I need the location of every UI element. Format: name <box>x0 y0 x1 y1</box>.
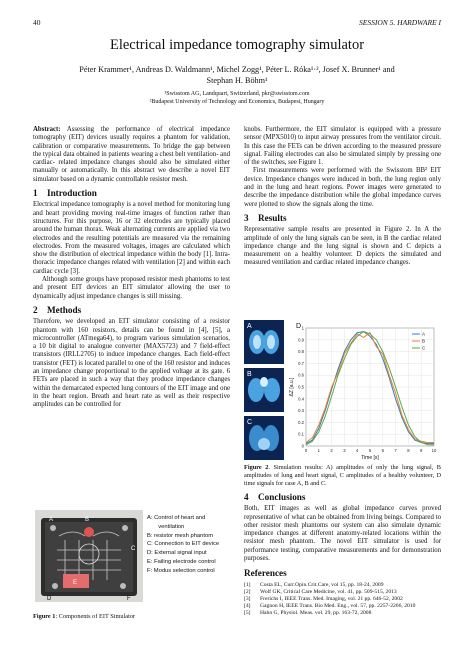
methods-paragraph-2: knobs. Furthermore, the EIT simulator is equipped with a pressure sensor (MPX5010) to input airway pressures from the ventilator circuit. In this case the FETs can be driven according to the measured pressure signal. Failing electrodes can also be simulated simply by pressing one of the switches, see Figure 1. <box>244 126 441 167</box>
figure-1-label-c: C <box>131 546 136 552</box>
section-heading-conclusions: 4 Conclusions <box>244 492 306 502</box>
reference-text: Wolf GK, Critical Care Medicine, vol. 41, pp. 509-515, 2013 <box>260 588 397 595</box>
y-tick-label: 0 <box>301 443 304 449</box>
reference-number: [5] <box>244 610 251 617</box>
figure-1-caption: Figure 1: Components of EIT Simulator <box>33 613 136 620</box>
panel-label-d: D <box>296 323 302 330</box>
figure-2-caption: Figure 2. Simulation results: A) amplitudes of only the lung signal, B amplitudes of lung and heart signal, C amplitudes of a healthy volunteer, D time signals for case A, B and C. <box>244 464 441 487</box>
x-tick-label: 4 <box>356 448 359 453</box>
x-tick-label: 10 <box>431 448 437 453</box>
section-heading-introduction: 1 Introduction <box>33 188 97 199</box>
reference-item <box>244 610 441 617</box>
affiliations <box>60 90 414 106</box>
authors-line-2: Stephan H. Böhm¹ <box>206 75 268 85</box>
authors-line-1: Péter Krammer¹, Andreas D. Waldmann¹, Michel Zogg¹, Péter L. Róka¹·², Josef X. Brunner¹ and <box>79 65 395 74</box>
x-tick-label: 3 <box>343 448 346 453</box>
reference-item <box>244 589 441 596</box>
x-tick-label: 1 <box>317 448 320 453</box>
paper-title: Electrical impedance tomography simulator <box>109 37 365 53</box>
right-column-lower <box>244 488 441 618</box>
x-tick-label: 0 <box>304 448 308 453</box>
panel-label-a: A <box>247 323 252 330</box>
reference-number: [2] <box>244 588 251 595</box>
legend-item: E: Failing electrode control <box>147 558 216 565</box>
legend-label: B <box>422 338 426 344</box>
figure-1-label-b: B <box>85 517 90 523</box>
abstract-label: Abstract: <box>33 126 61 133</box>
abstract <box>33 126 230 184</box>
figure-2 <box>244 320 441 462</box>
figure-1 <box>33 510 230 610</box>
x-tick-label: 7 <box>394 448 397 453</box>
section-heading-results: 3 Results <box>244 212 287 223</box>
reference-text: Hahn G, Physiol. Meas. vol. 29, pp. 163-72, 2008 <box>260 610 372 617</box>
conclusions-paragraph: Both, EIT images as well as global impedance curves proved representative of what can be obtained from living beings. Compared to other resistor mesh phantoms our system can also simulate dynamic impedance changes at different anatomy-related locations within the resistor mesh phantom. The novel EIT simulator is used for performance testing, comparative measurements and for demonstration purposes. <box>244 505 441 563</box>
references-list <box>244 582 441 618</box>
running-header: SESSION 5. HARDWARE I <box>359 18 441 27</box>
abstract-text: Assessing the performance of electrical impedance tomography (EIT) devices usually requires a phantom for validation, calibration or comparative measurements. To bridge the gap between the typical data obtained in patients wearing a chest belt ventilation- and cardiac- related impedance changes should also be simulated either manually or automatically. In this abstract we describe a novel EIT simulator based on a dynamic controllable resistor mesh. <box>33 126 230 183</box>
y-tick-label: 0.4 <box>298 396 304 402</box>
x-tick-label: 9 <box>420 448 423 453</box>
impedance-line-chart <box>289 326 437 462</box>
references-heading: References <box>244 568 287 579</box>
x-tick-label: 2 <box>330 448 333 453</box>
intro-paragraph-1: Electrical impedance tomography is a novel method for monitoring lung and heart providing moving real-time images of function rather than structures. For this purpose, 16 or 32 electrodes are typically placed around the human thorax. Weak alternating currents are applied via two electrodes and the resulting potentials are measured via the remaining electrodes. From the measured voltages, images are calculated which show the distribution of electrical impedance within the body [1]. Intra-thoracic impedance changes related with ventilation [2] and within each cardiac cycle [3]. <box>33 201 230 275</box>
methods-paragraph-1: Therefore, we developed an EIT simulator consisting of a resistor phantom with 160 resistors, details can be found in [4], [5], a microcontroller (ATmega64), to program various simulation scenarios, a 10 bit digital to analogue converter (MAX5723) and 7 field-effect transistors (IRLL2705) to induce impedance changes. Each field-effect transistor (FET) is located parallel to one of the 160 resistor and induces an impedance change proportional to the applied voltage at its gate. 6 FETs are placed in such a way that they produce impedance changes within the demarcated expected lung contours of the EIT image and one in the heart region. Breath and heart rate as well as their respective amplitudes can be controlled for <box>33 318 230 409</box>
y-tick-label: 0.5 <box>298 384 304 390</box>
methods-paragraph-3: First measurements were performed with the Swisstom BB² EIT device. Impedance changes were induced in both, the lung region only and in the lung and heart regions. Power images were generated to describe the impedance distribution while the global impedance curves were plotted to show the signals along the time. <box>244 167 441 208</box>
y-axis-label: ΔZ [a.u.] <box>289 377 295 397</box>
reference-text: Costa EL, Curr.Opin.Crit.Care, vol 15, pp. 18-24, 2009 <box>260 581 384 588</box>
section-heading-methods: 2 Methods <box>33 304 82 315</box>
results-paragraph-1: Representative sample results are presented in Figure 2. In A the amplitude of only the lung signals can be seen, in B the cardiac related impedance change and the lung signal is shown and C depicts a measurement on a healthy volunteer. D depicts the simulated and measured ventilation and cardiac related impedance changes. <box>244 226 441 267</box>
reference-item <box>244 582 441 589</box>
y-tick-label: 0.9 <box>298 337 304 343</box>
reference-number: [1] <box>244 581 251 588</box>
y-tick-label: 0.2 <box>298 419 304 425</box>
affiliation-1: ¹Swisstom AG, Landquart, Switzerland, pkr@swisstom.com <box>164 91 310 97</box>
author-list <box>60 65 414 86</box>
left-column <box>33 126 230 410</box>
x-tick-label: 6 <box>381 448 384 453</box>
y-tick-label: 0.7 <box>298 360 304 366</box>
x-tick-label: 8 <box>407 448 410 453</box>
reference-text: Gagnon H, IEEE Trans. Bio Med. Eng., vol. 57, pp. 2257-2266, 2010 <box>260 603 416 610</box>
figure-2-graphic <box>244 320 441 462</box>
eit-simulator-photo <box>35 510 143 602</box>
reference-number: [4] <box>244 603 251 610</box>
panel-label-b: B <box>247 371 252 378</box>
legend-item: A: Control of heart and <box>147 515 206 521</box>
legend-item: B: resistor mesh phantom <box>147 532 214 539</box>
figure-1-label-e: E <box>73 580 78 586</box>
y-tick-label: 0.1 <box>298 431 304 437</box>
x-axis-label: Time [s] <box>361 455 379 461</box>
affiliation-2: ²Budapest University of Technology and Economics, Budapest, Hungary <box>149 99 325 105</box>
reference-item <box>244 596 441 603</box>
figure-1-label-f: F <box>127 596 131 602</box>
legend-label: C <box>422 345 426 351</box>
intro-paragraph-2: Although some groups have proposed resistor mesh phantoms to test and present EIT devices an EIT simulator allowing the user to dynamically adjust impedance changes is still missing. <box>33 276 230 300</box>
legend-label: A <box>422 331 426 337</box>
legend-item: D: External signal input <box>147 550 207 557</box>
legend-item: F: Modus selection control <box>147 567 215 574</box>
x-tick-label: 5 <box>368 448 372 453</box>
panel-label-c: C <box>247 419 253 426</box>
figure-1-label-d: D <box>47 596 52 602</box>
reference-text: Frerichs I, IEEE Trans. Med. Imaging, vol. 21 pp. 646-52, 2002 <box>260 596 403 603</box>
y-tick-label: 0.8 <box>298 349 304 355</box>
y-tick-label: 0.6 <box>298 372 304 378</box>
legend-item: C: Connection to EIT device <box>147 541 220 548</box>
figure-1-legend <box>147 514 231 576</box>
page-number: 40 <box>33 18 41 27</box>
y-tick-label: 1 <box>301 325 304 331</box>
legend-item: ventilation <box>147 523 185 530</box>
right-column <box>244 126 441 268</box>
y-tick-label: 0.3 <box>298 408 304 414</box>
reference-number: [3] <box>244 596 251 603</box>
figure-1-label-a: A <box>49 517 54 523</box>
reference-item <box>244 603 441 610</box>
